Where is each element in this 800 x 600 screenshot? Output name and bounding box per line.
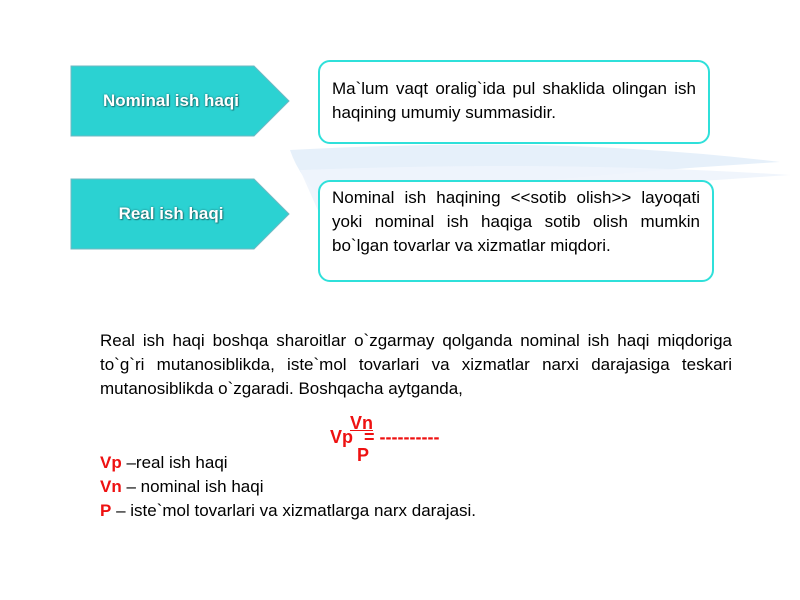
term-real-arrow bbox=[70, 178, 290, 250]
formula-numerator: Vn bbox=[350, 413, 374, 433]
term-real-definition: Nominal ish haqining <<sotib olish>> layoqati yoki nominal ish haqiga sotib olish mumkin bo`lgan tovarlar va xizmatlar miqdori. bbox=[318, 180, 714, 282]
term-real-label: Real ish haqi bbox=[118, 204, 224, 223]
formula-denominator: P bbox=[357, 445, 370, 465]
legend-item bbox=[100, 451, 476, 475]
legend-item bbox=[100, 475, 476, 499]
term-nominal-arrow bbox=[70, 65, 290, 137]
explanation-paragraph: Real ish haqi boshqa sharoitlar o`zgarmay qolganda nominal ish haqi miqdoriga to`g`ri mutanosiblikda, iste`mol tovarlari va xizmatlar narxi darajasiga teskari mutanosiblikda o`zgaradi. Boshqacha aytganda, bbox=[100, 331, 732, 398]
formula-lhs: Vp bbox=[330, 427, 354, 447]
formula-fraction-line: = ---------- bbox=[364, 427, 440, 447]
legend-text: – iste`mol tovarlari va xizmatlarga narx darajasi. bbox=[111, 501, 477, 520]
legend-symbol: Vn bbox=[100, 477, 122, 496]
legend-symbol: P bbox=[100, 501, 112, 520]
legend-text: –real ish haqi bbox=[121, 453, 228, 472]
formula-legend bbox=[100, 451, 476, 523]
term-nominal-label: Nominal ish haqi bbox=[102, 91, 240, 110]
legend-text: – nominal ish haqi bbox=[121, 477, 264, 496]
legend-item bbox=[100, 499, 476, 523]
legend-symbol: Vp bbox=[100, 453, 122, 472]
term-nominal-definition: Ma`lum vaqt oralig`ida pul shaklida olingan ish haqining umumiy summasidir. bbox=[318, 60, 710, 144]
